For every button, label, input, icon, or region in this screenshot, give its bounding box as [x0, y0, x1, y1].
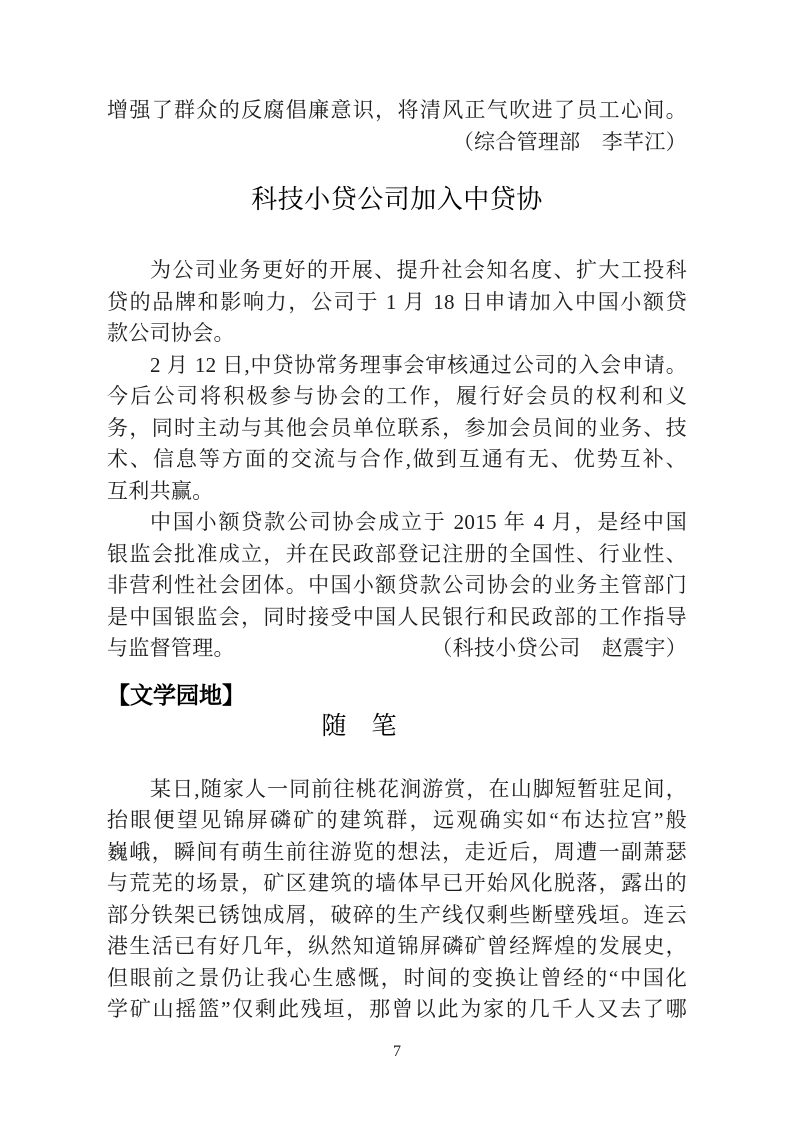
prev-article-closing-line: 增强了群众的反腐倡廉意识，将清风正气吹进了员工心间。 [107, 98, 687, 122]
article-paragraph [107, 507, 687, 665]
literary-section-label: 【文学园地】 [107, 682, 245, 708]
essay-line: 部分铁架已锈蚀成屑，破碎的生产线仅剩些断壁残垣。连云 [107, 902, 687, 927]
paragraph-line: 款公司协会。 [107, 321, 235, 345]
essay-line: 某日,随家人一同前往桃花涧游赏，在山脚短暂驻足间， [150, 776, 687, 801]
paragraph-closing-line [107, 633, 687, 665]
paragraph-line: 贷的品牌和影响力，公司于 1 月 18 日申请加入中国小额贷 [107, 289, 687, 314]
article-body [107, 255, 687, 665]
essay-line: 巍峨，瞬间有萌生前往游览的想法，走近后，周遭一副萧瑟 [107, 839, 687, 864]
essay-line: 学矿山摇篮”仅剩此残垣，那曾以此为家的几千人又去了哪 [107, 997, 687, 1021]
paragraph-line: 中国小额贷款公司协会成立于 2015 年 4 月，是经中国 [150, 510, 687, 534]
essay-line: 但眼前之景仍让我心生感慨，时间的变换让曾经的“中国化 [107, 965, 687, 990]
paragraph-line: 是中国银监会，同时接受中国人民银行和民政部的工作指导 [107, 604, 687, 629]
prev-article-ending [107, 95, 687, 158]
essay-paragraph [107, 774, 687, 1026]
article-paragraph [107, 255, 687, 350]
paragraph-line: 务，同时主动与其他会员单位联系，参加会员间的业务、技 [107, 415, 687, 440]
paragraph-line: 为公司业务更好的开展、提升社会知名度、扩大工投科 [150, 258, 687, 282]
article-paragraph [107, 350, 687, 508]
paragraph-line: 银监会批准成立，并在民政部登记注册的全国性、行业性、 [107, 541, 687, 566]
page-number: 7 [393, 1042, 401, 1060]
article-byline: （科技小贷公司 赵震宇） [431, 636, 687, 660]
essay-line: 抬眼便望见锦屏磷矿的建筑群，远观确实如“布达拉宫”般 [107, 808, 687, 832]
paragraph-line: 术、信息等方面的交流与合作,做到互通有无、优势互补、 [107, 447, 687, 471]
essay-line: 与荒芜的场景，矿区建筑的墙体早已开始风化脱落，露出的 [107, 871, 687, 895]
essay-title: 随 笔 [321, 711, 397, 740]
paragraph-line: 今后公司将积极参与协会的工作，履行好会员的权利和义 [107, 384, 687, 408]
prev-article-byline: （综合管理部 李芊江） [452, 129, 687, 154]
essay-line: 港生活已有好几年，纵然知道锦屏磷矿曾经辉煌的发展史， [107, 934, 687, 958]
paragraph-closing-text: 与监督管理。 [107, 636, 235, 660]
paragraph-line: 互利共赢。 [107, 478, 214, 503]
paragraph-line: 非营利性社会团体。中国小额贷款公司协会的业务主管部门 [107, 573, 687, 597]
article-title: 科技小贷公司加入中贷协 [251, 184, 543, 214]
paragraph-line: 2 月 12 日,中贷协常务理事会审核通过公司的入会申请。 [150, 352, 687, 377]
